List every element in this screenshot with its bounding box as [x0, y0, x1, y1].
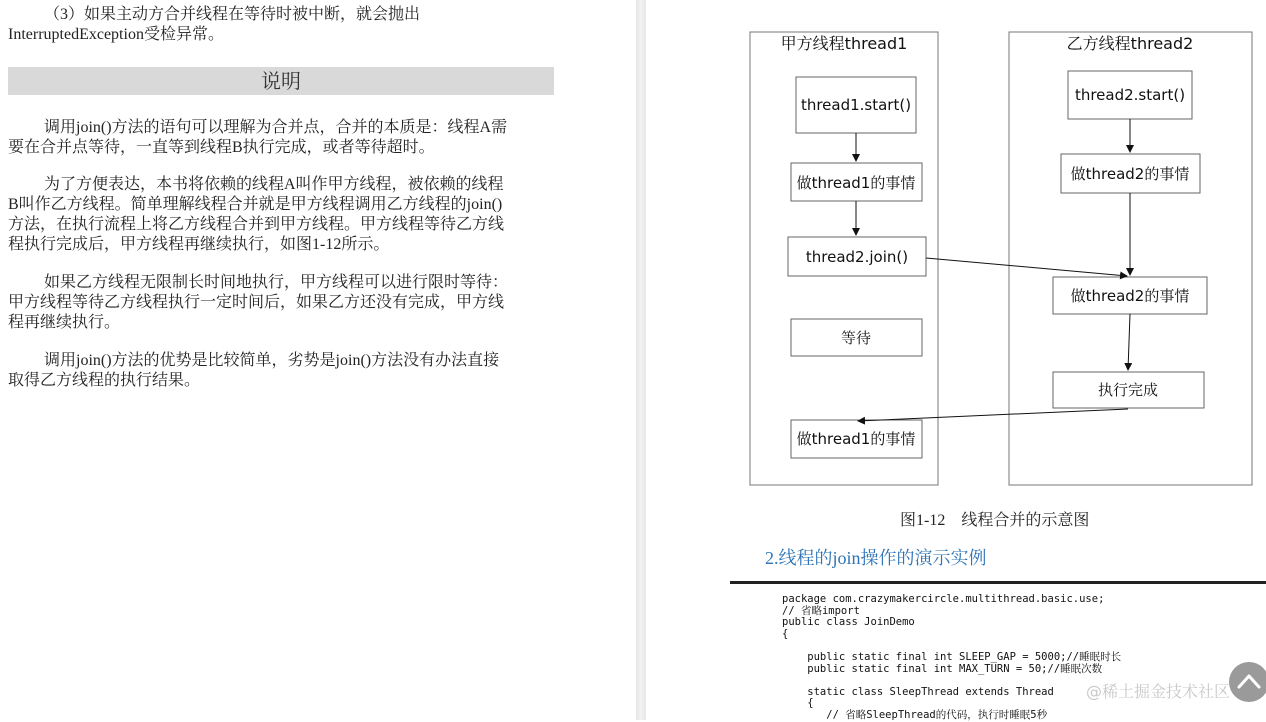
figure-caption: 图1-12 线程合并的示意图 [900, 512, 1090, 529]
svg-text:做thread1的事情: 做thread1的事情 [796, 174, 916, 192]
svg-text:做thread1的事情: 做thread1的事情 [796, 430, 916, 448]
svg-text:thread2.start(): thread2.start() [1074, 86, 1186, 104]
svg-text:thread1.start(): thread1.start() [800, 96, 912, 114]
node-wait [791, 319, 922, 356]
svg-text:做thread2的事情: 做thread2的事情 [1070, 165, 1190, 183]
chevron-up-icon [1229, 662, 1266, 702]
note-heading: 说明 [8, 67, 554, 95]
code-top-rule [730, 581, 1266, 584]
paragraph-pros-cons: 调用join()方法的优势是比较简单，劣势是join()方法没有办法直接 取得乙方线程的执行结果。 [8, 352, 500, 389]
svg-text:做thread2的事情: 做thread2的事情 [1070, 287, 1190, 305]
node-thread1-start [796, 77, 916, 133]
node-thread2-work1 [1061, 154, 1200, 193]
paragraph-interrupted: （3）如果主动方合并线程在等待时被中断，就会抛出 InterruptedException受检异常。 [8, 6, 421, 43]
code-block: package com.crazymakercircle.multithread.basic.use; // 省略import public class JoinDemo { public static final int SLEEP_GAP = 5000;//睡眠时长 public static final int MAX_TURN = 50;//睡眠次数 static class SleepThread extends Thread { // 省略SleepThread的代码，执行时睡眠5秒 [782, 593, 1122, 721]
paragraph-timed-wait: 如果乙方线程无限制长时间地执行，甲方线程可以进行限时等待： 甲方线程等待乙方线程执行一定时间后，如果乙方还没有完成，甲方线 程再继续执行。 [8, 274, 509, 331]
svg-text:thread2.join(): thread2.join() [805, 248, 909, 266]
paragraph-join-essence: 调用join()方法的语句可以理解为合并点，合并的本质是：线程A需 要在合并点等待，一直等到线程B执行完成，或者等待超时。 [8, 119, 508, 156]
arrow-done-to-t1work2 [858, 409, 1128, 421]
svg-text:执行完成: 执行完成 [1097, 381, 1159, 399]
node-thread1-work1 [791, 163, 922, 201]
section-title: 2.线程的join操作的演示实例 [765, 548, 987, 568]
node-thread2-start [1068, 71, 1192, 119]
lane1-title: 甲方线程thread1 [780, 34, 908, 53]
lane2-title: 乙方线程thread2 [1066, 34, 1194, 53]
node-thread2-done [1053, 372, 1204, 408]
svg-text:等待: 等待 [840, 329, 872, 347]
arrow-t2work2-to-done [1128, 314, 1130, 370]
scroll-to-top-button[interactable] [1229, 662, 1266, 702]
node-thread2-join [788, 237, 926, 276]
paragraph-terminology: 为了方便表达，本书将依赖的线程A叫作甲方线程，被依赖的线程 B叫作乙方线程。简单理解线程合并就是甲方线程调用乙方线程的join() 方法，在执行流程上将乙方线程合并到甲方线程。甲方线程等待乙方线 程执行完成后，甲方线程再继续执行，如图1-12所示。 [8, 176, 505, 253]
arrow-join-to-t2work2 [926, 258, 1127, 276]
watermark-text: @稀土掘金技术社区 [1086, 682, 1231, 701]
node-thread1-work2 [791, 420, 922, 458]
node-thread2-work2 [1053, 277, 1207, 314]
